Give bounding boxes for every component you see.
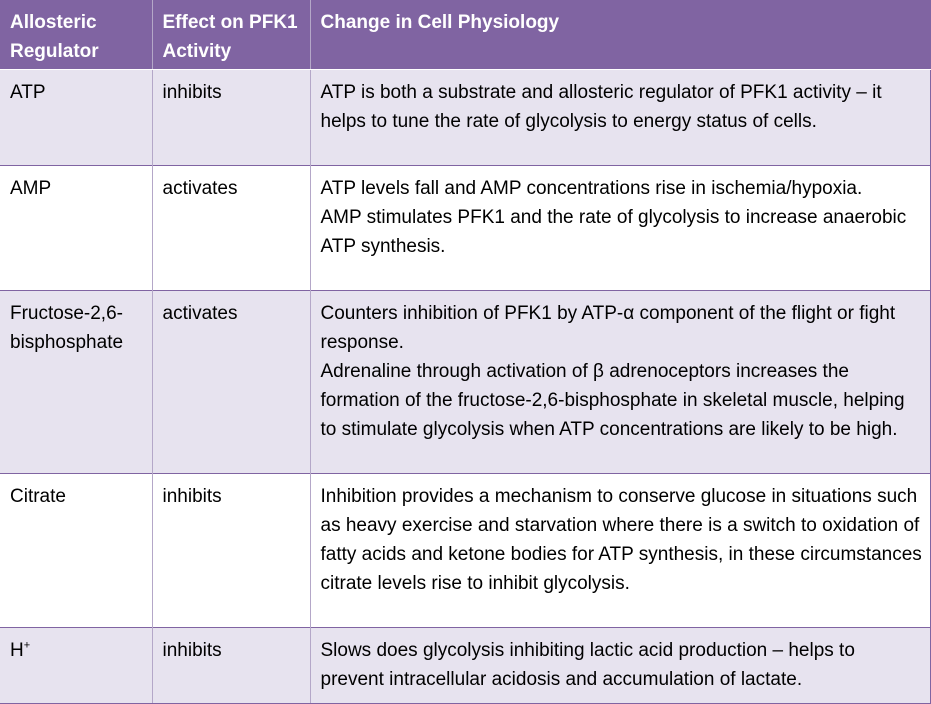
header-change: Change in Cell Physiology	[310, 0, 930, 69]
cell-effect: activates	[152, 290, 310, 473]
cell-effect: inhibits	[152, 627, 310, 703]
cell-regulator: Fructose-2,6-bisphosphate	[0, 290, 152, 473]
table-row	[0, 627, 930, 703]
table-header-row	[0, 0, 930, 69]
superscript-plus: +	[23, 639, 31, 652]
cell-effect: activates	[152, 165, 310, 290]
cell-change	[310, 473, 930, 627]
header-regulator: Allosteric Regulator	[0, 0, 152, 69]
cell-change	[310, 69, 930, 165]
change-text: AMP stimulates PFK1 and the rate of glycolysis to increase anaerobic ATP synthesis.	[320, 206, 907, 257]
change-text: ATP levels fall and AMP concentrations rise in ischemia/hypoxia.	[320, 177, 863, 199]
cell-regulator	[0, 627, 152, 703]
cell-regulator: Citrate	[0, 473, 152, 627]
cell-regulator: AMP	[0, 165, 152, 290]
change-text: Slows does glycolysis inhibiting lactic acid production – helps to prevent intracellular acidosis and accumulation of lactate.	[320, 639, 855, 690]
change-text: Inhibition provides a mechanism to conserve glucose in situations such as heavy exercise and starvation where there is a switch to oxidation of fatty acids and ketone bodies for ATP synthesis, in these circumstances citrate levels rise to inhibit glycolysis.	[320, 485, 922, 594]
regulator-text: H	[10, 639, 24, 661]
change-text: Counters inhibition of PFK1 by ATP-α component of the flight or fight response.	[320, 302, 896, 353]
change-text: ATP is both a substrate and allosteric regulator of PFK1 activity – it helps to tune the rate of glycolysis to energy status of cells.	[320, 81, 882, 132]
cell-effect: inhibits	[152, 69, 310, 165]
table-row	[0, 69, 930, 165]
change-text: Adrenaline through activation of β adrenoceptors increases the formation of the fructose-2,6-bisphosphate in skeletal muscle, helping to stimulate glycolysis when ATP concentrations are likely to be high.	[320, 360, 905, 440]
cell-change	[310, 165, 930, 290]
header-effect: Effect on PFK1 Activity	[152, 0, 310, 69]
table-row	[0, 473, 930, 627]
table-row	[0, 165, 930, 290]
cell-change	[310, 627, 930, 703]
cell-change	[310, 290, 930, 473]
cell-effect: inhibits	[152, 473, 310, 627]
table-row	[0, 290, 930, 473]
cell-regulator: ATP	[0, 69, 152, 165]
